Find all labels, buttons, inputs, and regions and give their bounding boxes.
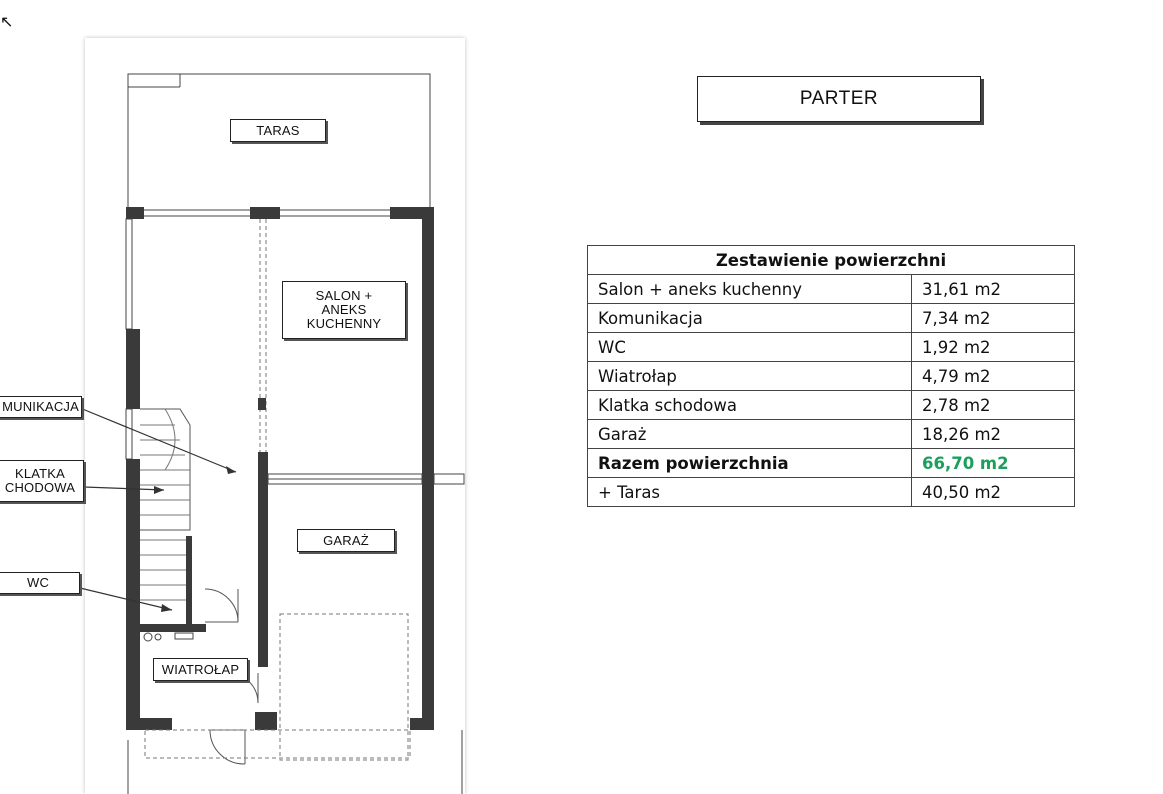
table-header-row [588, 246, 1075, 275]
bottom-wall-left [126, 718, 172, 730]
cursor-glyph: ↖ [0, 14, 14, 31]
callout-klatka: KLATKA CHODOWA [0, 460, 84, 502]
row-value-total: 66,70 m2 [912, 449, 1075, 478]
row-value: 2,78 m2 [912, 391, 1075, 420]
row-name: Wiatrołap [588, 362, 912, 391]
interior-wall-vertical [258, 452, 268, 667]
row-name: Salon + aneks kuchenny [588, 275, 912, 304]
table-row [588, 478, 1075, 507]
row-name: Klatka schodowa [588, 391, 912, 420]
room-label-salon: SALON + ANEKS KUCHENNY [282, 281, 406, 339]
table-header: Zestawienie powierzchni [588, 246, 1075, 275]
row-value: 4,79 m2 [912, 362, 1075, 391]
room-label-garaz: GARAŻ [297, 529, 395, 552]
row-value: 1,92 m2 [912, 333, 1075, 362]
terrace-outline [128, 74, 430, 210]
row-name: Komunikacja [588, 304, 912, 333]
top-wall-left [126, 207, 144, 219]
left-wall-c [126, 459, 140, 729]
row-name: Razem powierzchnia [588, 449, 912, 478]
table-row [588, 420, 1075, 449]
table-row [588, 391, 1075, 420]
right-wall [422, 207, 434, 729]
wc-wall [186, 536, 192, 628]
komunikacja-leader [80, 408, 236, 472]
top-wall-mid [250, 207, 280, 219]
row-name: + Taras [588, 478, 912, 507]
table-row [588, 275, 1075, 304]
klatka-leader [84, 487, 164, 490]
left-wall-a [126, 329, 140, 409]
entrance-door [210, 730, 245, 764]
row-name: WC [588, 333, 912, 362]
row-value: 18,26 m2 [912, 420, 1075, 449]
area-summary-table [587, 245, 1075, 507]
wc-door [205, 589, 238, 622]
floor-title: PARTER [697, 76, 981, 122]
room-label-taras: TARAS [230, 119, 326, 142]
row-value: 40,50 m2 [912, 478, 1075, 507]
table-row [588, 362, 1075, 391]
table-row-total [588, 449, 1075, 478]
garage-door [280, 614, 408, 760]
row-value: 7,34 m2 [912, 304, 1075, 333]
callout-komunikacja: MUNIKACJA [0, 396, 82, 418]
left-wall-b [126, 409, 132, 459]
callout-wc: WC [0, 572, 80, 594]
bottom-wall-right [410, 718, 434, 730]
table-row [588, 333, 1075, 362]
row-value: 31,61 m2 [912, 275, 1075, 304]
left-wall-top [126, 219, 132, 329]
row-name: Garaż [588, 420, 912, 449]
bottom-wall-mid [255, 712, 277, 730]
table-row [588, 304, 1075, 333]
room-label-wiatrolap: WIATROŁAP [153, 658, 248, 681]
